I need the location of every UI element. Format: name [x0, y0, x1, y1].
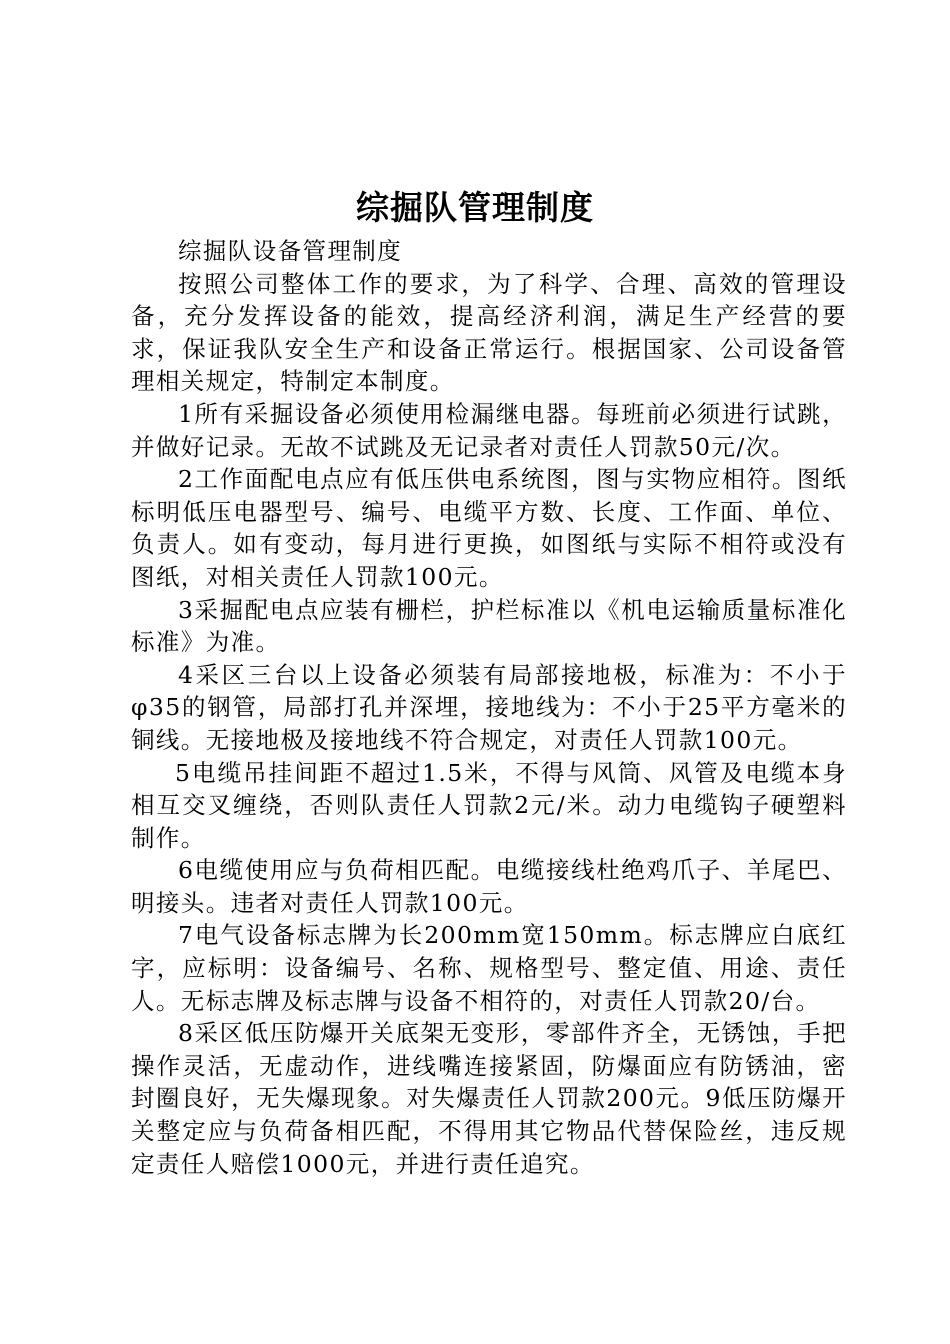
rule-4-paragraph: 4采区三台以上设备必须装有局部接地极，标准为：不小于φ35的钢管，局部打孔并深埋，接地线为：不小于25平方毫米的铜线。无接地极及接地线不符合规定，对责任人罚款100元。 [131, 660, 847, 754]
intro-paragraph: 按照公司整体工作的要求，为了科学、合理、高效的管理设备，充分发挥设备的能效，提高经济利润，满足生产经营的要求，保证我队安全生产和设备正常运行。根据国家、公司设备管理相关规定，特制定本制度。 [131, 269, 847, 396]
rule-5-paragraph: 5电缆吊挂间距不超过1.5米，不得与风筒、风管及电缆本身相互交叉缠绕，否则队责任人罚款2元/米。动力电缆钩子硬塑料制作。 [131, 758, 847, 852]
rule-8-9-paragraph: 8采区低压防爆开关底架无变形，零部件齐全，无锈蚀，手把操作灵活，无虚动作，进线嘴连接紧固，防爆面应有防锈油，密封圈良好，无失爆现象。对失爆责任人罚款200元。9低压防爆开关整定应与负荷备相匹配，不得用其它物品代替保险丝，违反规定责任人赔偿1000元，并进行责任追究。 [131, 1019, 847, 1178]
document-body [131, 235, 847, 1180]
rule-3-paragraph: 3采掘配电点应装有栅栏，护栏标准以《机电运输质量标准化标准》为准。 [131, 595, 847, 657]
rule-2-paragraph: 2工作面配电点应有低压供电系统图，图与实物应相符。图纸标明低压电器型号、编号、电缆平方数、长度、工作面、单位、负责人。如有变动，每月进行更换，如图纸与实际不相符或没有图纸，对相关责任人罚款100元。 [131, 465, 847, 591]
document-title: 综掘队管理制度 [356, 188, 594, 227]
rule-1-paragraph: 1所有采掘设备必须使用检漏继电器。每班前必须进行试跳，并做好记录。无故不试跳及无记录者对责任人罚款50元/次。 [131, 399, 847, 461]
rule-6-paragraph: 6电缆使用应与负荷相匹配。电缆接线杜绝鸡爪子、羊尾巴、明接头。违者对责任人罚款100元。 [131, 856, 847, 917]
rule-7-paragraph: 7电气设备标志牌为长200mm宽150mm。标志牌应白底红字，应标明：设备编号、名称、规格型号、整定值、用途、责任人。无标志牌及标志牌与设备不相符的，对责任人罚款20/台。 [131, 921, 847, 1015]
section-heading: 综掘队设备管理制度 [178, 237, 403, 265]
